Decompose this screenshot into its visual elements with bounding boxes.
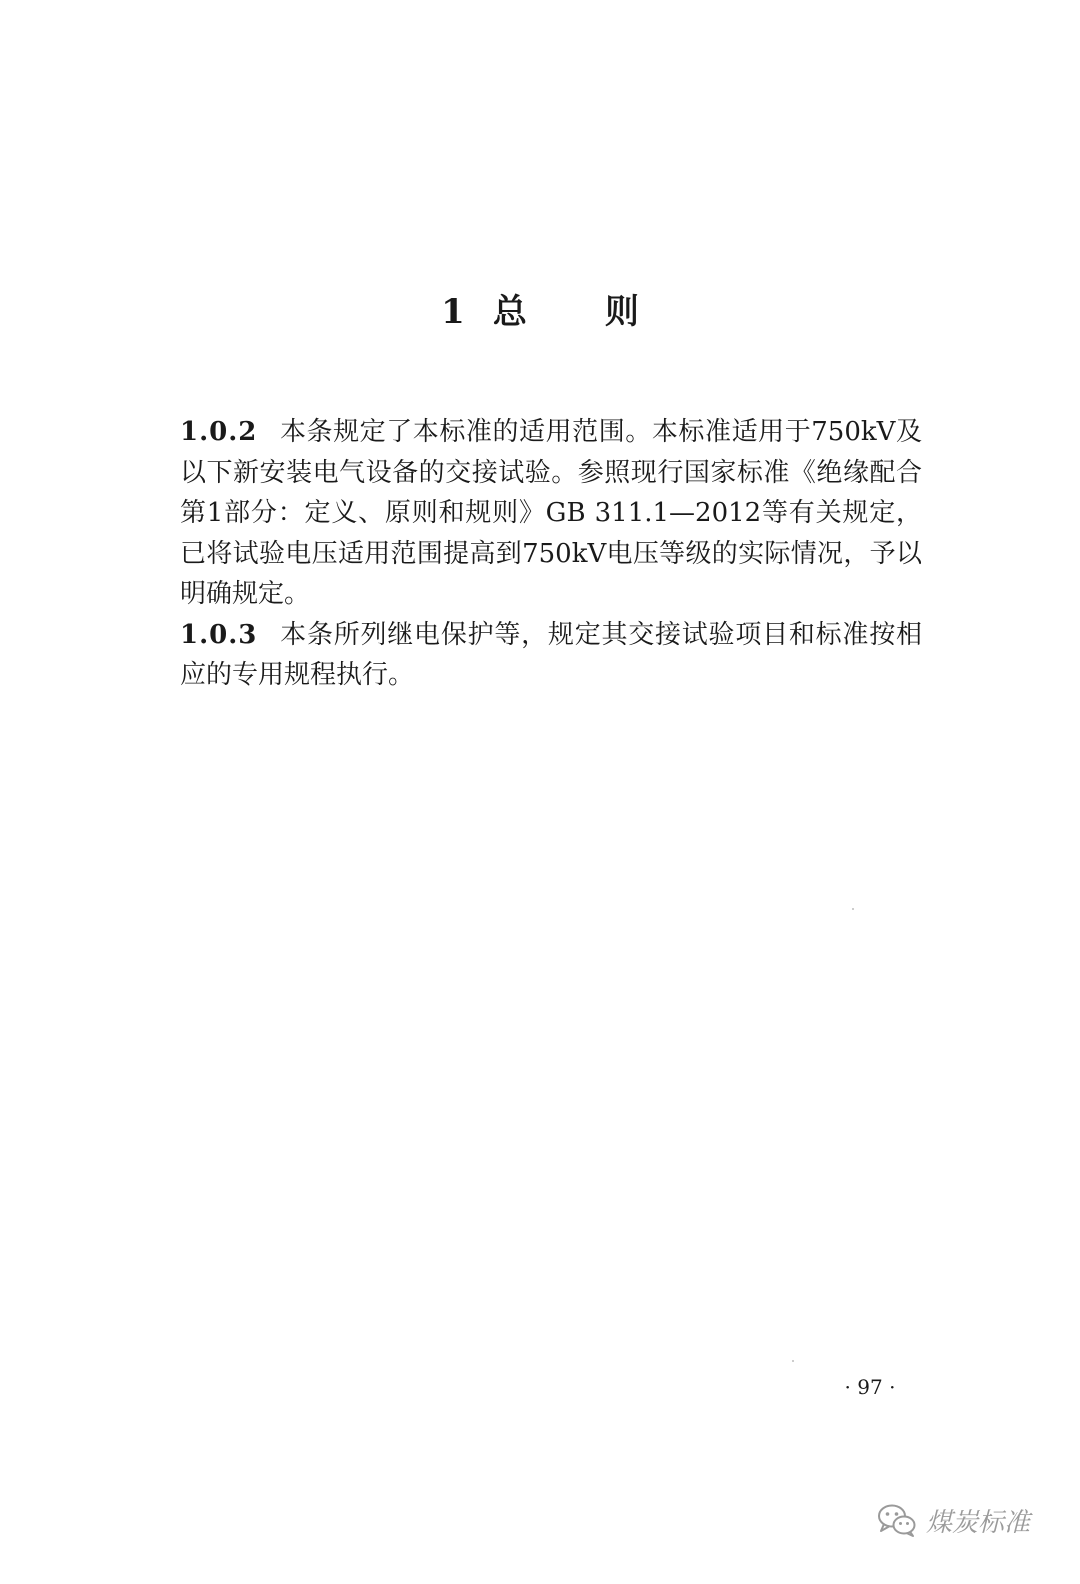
chapter-title-char-1: 总 [492,292,527,332]
scan-speck [792,1360,794,1362]
clause-number: 1.0.2 [180,417,258,447]
scan-speck [852,908,854,910]
page-number: · 97 · [844,1375,896,1399]
clause-text: 本条所列继电保护等，规定其交接试验项目和标准按相应的专用规程执行。 [180,619,922,690]
clause-number: 1.0.3 [180,619,258,650]
clause-text: 本条规定了本标准的适用范围。本标准适用于750kV及以下新安装电气设备的交接试验。参照现行国家标准《绝缘配合 第1部分：定义、原则和规则》GB 311.1—2012等有关规定，已将试验电压适用范围提高到750kV电压等级的实际情况，予以明确规定。 [180,417,922,609]
watermark [876,1498,1030,1542]
clause-1-0-2 [180,412,922,615]
chapter-body [180,412,922,696]
wechat-icon [876,1502,918,1538]
watermark-text: 煤炭标准 [926,1507,1031,1538]
clause-1-0-3 [180,615,922,696]
chapter-title [0,288,1080,336]
chapter-number: 1 [441,292,465,332]
chapter-title-char-2: 则 [604,292,639,332]
